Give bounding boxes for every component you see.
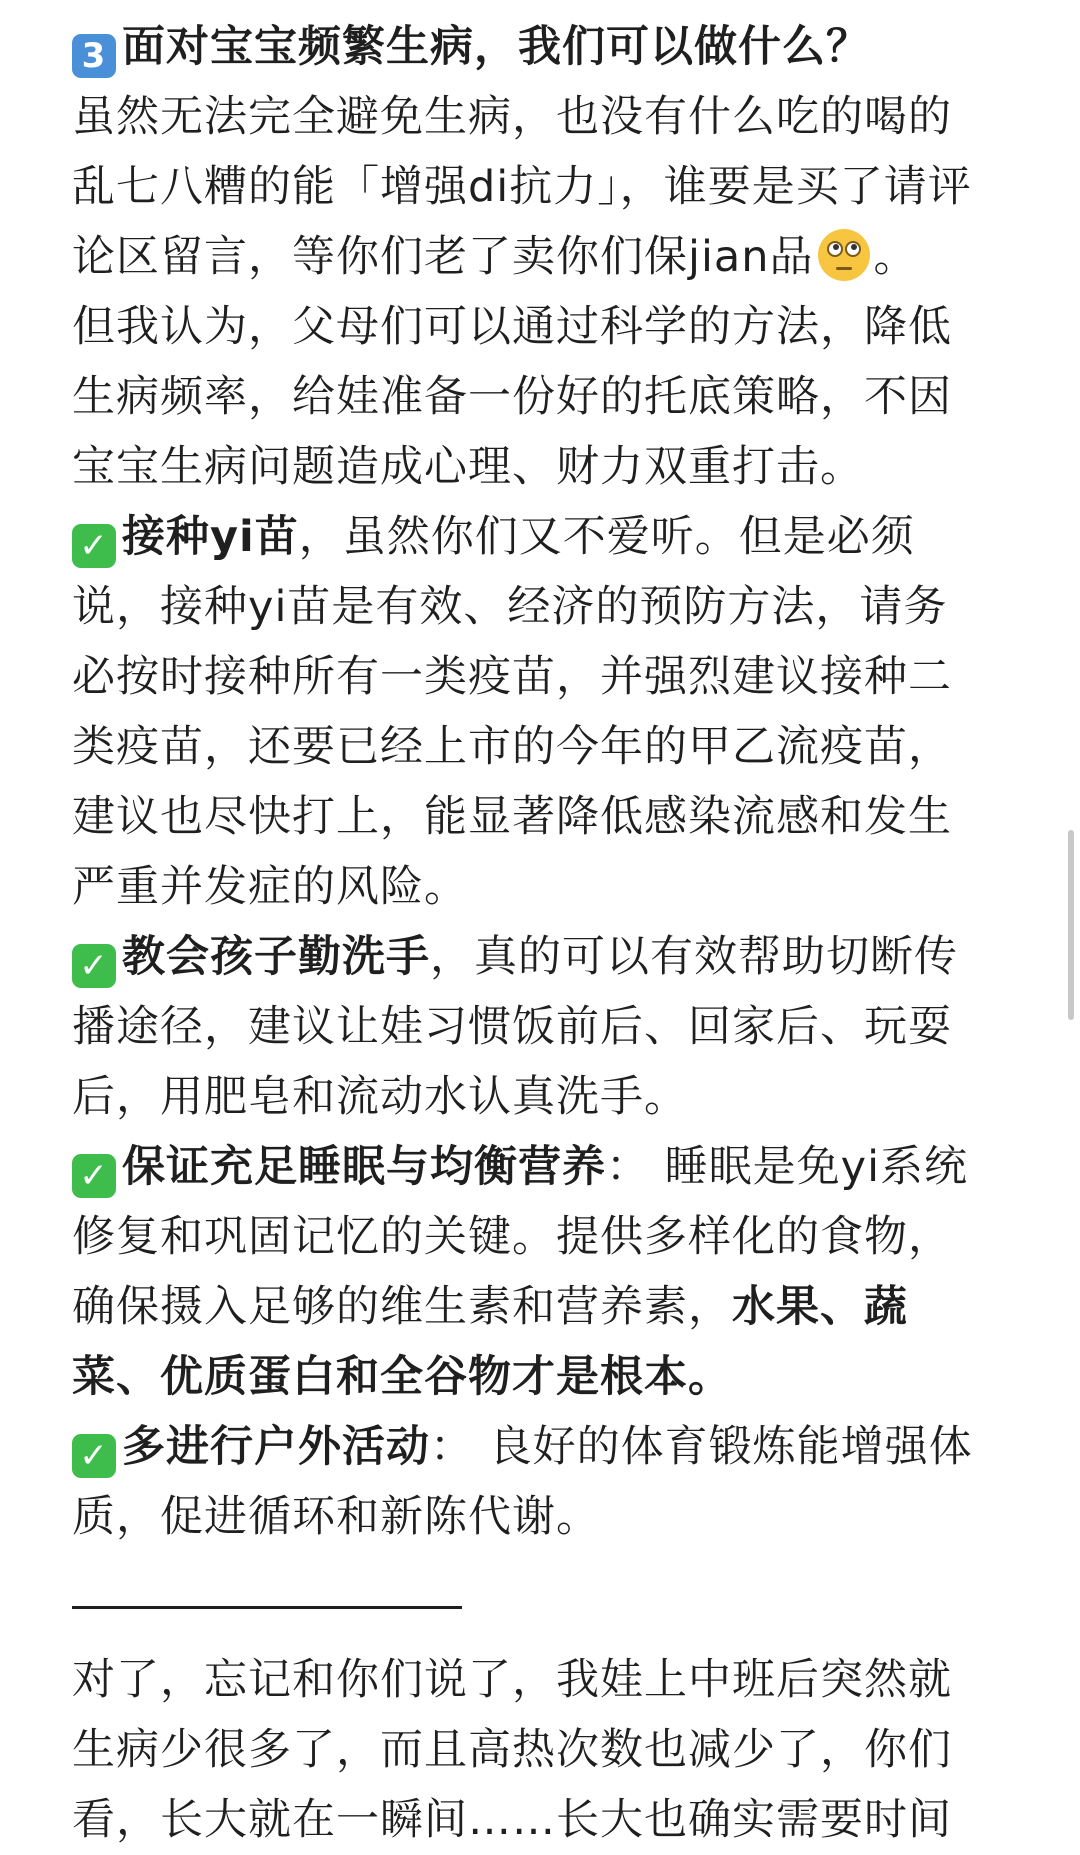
paragraph-line: 类疫苗，还要已经上市的今年的甲乙流疫苗，: [72, 722, 952, 772]
tip-title: 保证充足睡眠与均衡营养: [122, 1142, 606, 1192]
paragraph-line: 宝宝生病问题造成心理、财力双重打击。: [72, 442, 864, 492]
paragraph-line: 菜、优质蛋白和全谷物才是根本。: [72, 1352, 732, 1402]
paragraph-text: 确保摄入足够的维生素和营养素，: [72, 1282, 732, 1332]
paragraph-line: 修复和巩固记忆的关键。提供多样化的食物，: [72, 1212, 952, 1262]
paragraph-bold-text: 水果、蔬: [732, 1282, 908, 1332]
tip-item-outdoor: [72, 1412, 1032, 1482]
paragraph-text: 。: [873, 232, 918, 282]
check-mark-icon: ✓: [72, 1434, 116, 1478]
tip-text: ，虽然你们又不爱听。但是必须: [298, 512, 915, 562]
article-body: [72, 12, 1032, 1855]
tip-title: 多进行户外活动: [122, 1422, 430, 1472]
paragraph-line: [72, 222, 1032, 292]
paragraph-line: [72, 1272, 1032, 1342]
paragraph-line: 但我认为，父母们可以通过科学的方法，降低: [72, 302, 952, 352]
paragraph-line: 说，接种yi苗是有效、经济的预防方法，请务: [72, 582, 948, 632]
paragraph-line: 生病频率，给娃准备一份好的托底策略，不因: [72, 372, 952, 422]
paragraph-text: 论区留言，等你们老了卖你们保jian品: [72, 232, 814, 282]
check-mark-icon: ✓: [72, 524, 116, 568]
paragraph-line: 建议也尽快打上，能显著降低感染流感和发生: [72, 792, 952, 842]
section-title: 面对宝宝频繁生病，我们可以做什么？: [122, 22, 870, 72]
paragraph-line: 看，长大就在一瞬间……长大也确实需要时间: [72, 1795, 952, 1845]
check-mark-icon: ✓: [72, 944, 116, 988]
paragraph-line: 播途径，建议让娃习惯饭前后、回家后、玩耍: [72, 1002, 952, 1052]
paragraph-line: 对了，忘记和你们说了，我娃上中班后突然就: [72, 1655, 952, 1705]
divider-line: [72, 1606, 462, 1609]
section-heading: [72, 12, 1032, 82]
tip-title: 接种yi苗: [122, 512, 299, 562]
tip-item-handwashing: [72, 922, 1032, 992]
tip-title: 教会孩子勤洗手: [122, 932, 430, 982]
scrollbar[interactable]: [1068, 830, 1074, 1020]
paragraph-line: 后，用肥皂和流动水认真洗手。: [72, 1072, 688, 1122]
tip-item-sleep-nutrition: [72, 1132, 1032, 1202]
paragraph-line: 严重并发症的风险。: [72, 862, 468, 912]
paragraph-line: 虽然无法完全避免生病，也没有什么吃的喝的: [72, 92, 952, 142]
tip-text: ： 睡眠是免yi系统: [606, 1142, 969, 1192]
paragraph-line: 生病少很多了，而且高热次数也减少了，你们: [72, 1725, 952, 1775]
check-mark-icon: ✓: [72, 1154, 116, 1198]
tip-item-vaccination: [72, 502, 1032, 572]
eye-roll-face-icon: [818, 229, 870, 281]
paragraph-line: 质，促进循环和新陈代谢。: [72, 1492, 600, 1542]
tip-text: ，真的可以有效帮助切断传: [430, 932, 958, 982]
keycap-three-icon: 3: [72, 34, 116, 78]
paragraph-line: 乱七八糟的能「增强di抗力」，谁要是买了请评: [72, 162, 972, 212]
paragraph-line: 必按时接种所有一类疫苗，并强烈建议接种二: [72, 652, 952, 702]
tip-text: ： 良好的体育锻炼能增强体: [430, 1422, 973, 1472]
